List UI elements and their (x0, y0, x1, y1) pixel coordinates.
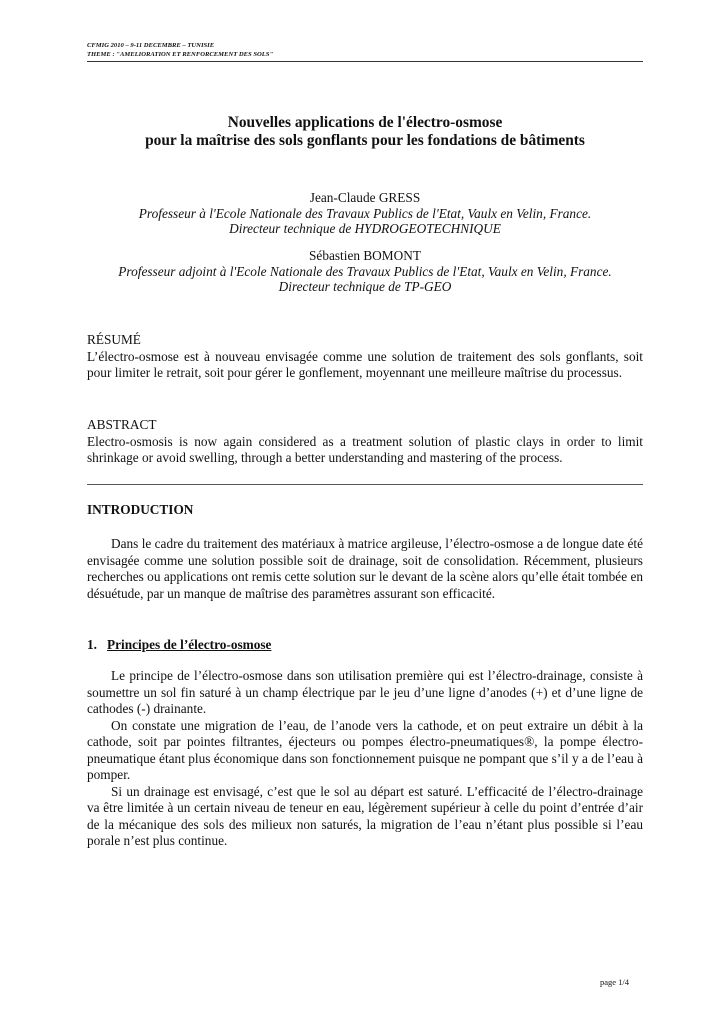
author-affiliation: Professeur adjoint à l'Ecole Nationale des Travaux Publics de l'Etat, Vaulx en Velin, France. (118, 263, 612, 279)
section-divider (87, 484, 643, 485)
introduction-heading: INTRODUCTION (87, 502, 194, 517)
author-block-1 (87, 190, 643, 237)
page-number: page 1/4 (600, 977, 630, 987)
title-line-2: pour la maîtrise des sols gonflants pour les fondations de bâtiments (145, 131, 585, 149)
paragraph: Si un drainage est envisagé, c’est que le sol au départ est saturé. L’efficacité de l’électro-drainage va être limitée à un certain niveau de teneur en eau, légèrement supérieur à celle du point d’entrée d’air de la mécanique des sols des milieux non saturés, la migration de l’eau n’étant plus possible si l’eau porale n’est plus continue. (87, 783, 643, 848)
resume-section (87, 332, 643, 382)
author-role: Directeur technique de HYDROGEOTECHNIQUE (229, 221, 501, 236)
author-block-2 (87, 248, 643, 295)
running-header (87, 42, 643, 59)
paragraph: On constate une migration de l’eau, de l’anode vers la cathode, et on peut extraire un débit à la cathode, soit par pointes filtrantes, éjecteurs ou pompes électro-pneumatiques®, la pompe électro-pneumatique étant plus économique dans son fonctionnement puisque ne pompant que s’il y a de l’eau à pomper. (87, 717, 643, 782)
section-number: 1. (87, 637, 97, 652)
abstract-section (87, 417, 643, 467)
header-theme: THEME : "AMELIORATION ET RENFORCEMENT DES SOLS" (87, 50, 274, 58)
author-name: Sébastien BOMONT (309, 248, 421, 263)
section-title: Principes de l’électro-osmose (107, 637, 272, 652)
paper-title (87, 114, 643, 149)
abstract-heading: ABSTRACT (87, 417, 157, 432)
paragraph: Le principe de l’électro-osmose dans son utilisation première qui est l’électro-drainage, consiste à soumettre un sol fin saturé à un champ électrique par le jeu d’une ligne d’anodes (+) et d’une ligne de cathodes (-) drainante. (87, 668, 643, 716)
title-line-1: Nouvelles applications de l'électro-osmose (227, 114, 503, 131)
author-role: Directeur technique de TP-GEO (278, 279, 452, 294)
author-affiliation: Professeur à l'Ecole Nationale des Travaux Publics de l'Etat, Vaulx en Velin, France. (138, 205, 592, 221)
introduction-body (87, 536, 643, 602)
author-name: Jean-Claude GRESS (309, 190, 421, 205)
paragraph: Dans le cadre du traitement des matériaux à matrice argileuse, l’électro-osmose a de longue date été envisagée comme une solution possible soit de drainage, soit de consolidation. Récemment, plusieurs recherches ou applications ont remis cette solution sur le devant de la scène alors qu’elle était tombée en désuétude, par un manque de maîtrise des paramètres assurant son efficacité. (87, 536, 643, 601)
header-conference: CFMIG 2010 – 9-11 DECEMBRE – TUNISIE (87, 42, 215, 49)
header-divider (87, 61, 643, 62)
resume-text: L’électro-osmose est à nouveau envisagée comme une solution de traitement des sols gonflants, soit pour limiter le retrait, soit pour gérer le gonflement, moyennant une meilleure maîtrise du processus. (87, 348, 643, 380)
resume-heading: RÉSUMÉ (87, 332, 141, 347)
section-1-body (87, 668, 643, 850)
abstract-text: Electro-osmosis is now again considered as a treatment solution of plastic clays in order to limit shrinkage or avoid swelling, through a better understanding and mastering of the process. (87, 433, 643, 465)
section-1-heading (87, 637, 271, 653)
